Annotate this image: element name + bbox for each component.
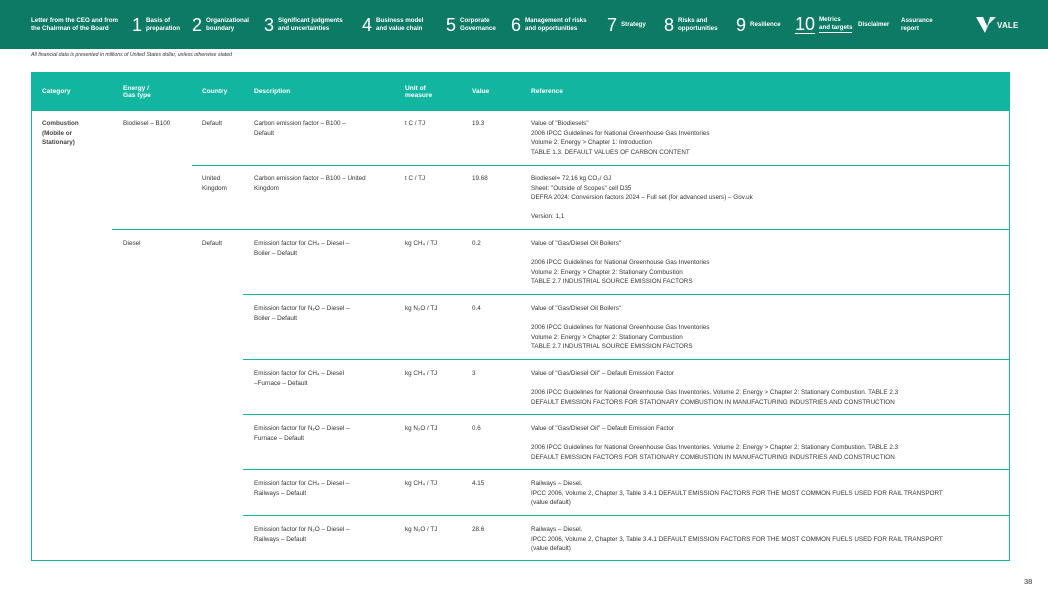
nav-label: Metrics and targets <box>819 16 853 31</box>
nav-label: Letter from the CEO and from the Chairman of the Board <box>31 16 118 32</box>
unit-cell: kg N₂O / TJ <box>405 305 438 312</box>
top-navigation-bar <box>0 0 1048 49</box>
nav-significant-judgments[interactable] <box>264 0 343 49</box>
value-cell: 4.15 <box>472 480 485 487</box>
header-category: Category <box>42 88 71 96</box>
vale-logo[interactable] <box>976 16 1019 34</box>
unit-cell: kg CH₄ / TJ <box>405 370 438 377</box>
description-cell: Emission factor for CH₄ – Diesel –Furnace – Default <box>254 370 345 387</box>
header-energy-gas-type: Energy / Gas type <box>123 84 151 99</box>
nav-number: 6 <box>511 14 522 35</box>
nav-number: 1 <box>132 14 143 35</box>
reference-cell: Value of "Gas/Diesel Oil Boilers" 2006 IPCC Guidelines for National Greenhouse Gas Inventories Volume 2: Energy > Chapter 2: Stationary Combustion TABLE 2.7 INDUSTRIAL SOURCE EMISSION FACTORS <box>531 240 710 286</box>
nav-number: 8 <box>664 14 675 35</box>
nav-label: Disclaimer <box>858 20 890 28</box>
nav-label: Corporate Governance <box>460 16 496 32</box>
row-divider <box>192 165 1009 166</box>
country-cell: Default <box>202 240 222 247</box>
row-divider <box>243 414 1009 415</box>
unit-cell: kg CH₄ / TJ <box>405 240 438 247</box>
value-cell: 0.4 <box>472 305 481 312</box>
nav-number: 10 <box>795 14 816 34</box>
financial-data-note: All financial data is presented in millions of United States dollar, unless otherwise stated <box>31 52 232 58</box>
page-number: 38 <box>1024 577 1033 586</box>
category-cell: Combustion (Mobile or Stationary) <box>42 120 79 147</box>
nav-management-of-risks[interactable] <box>511 0 587 49</box>
nav-risks-and-opportunities[interactable] <box>664 0 718 49</box>
country-cell: Default <box>202 120 222 127</box>
reference-cell: Value of "Gas/Diesel Oil" – Default Emission Factor 2006 IPCC Guidelines for National Greenhouse Gas Inventories. Volume 2: Energy > Chapter 2: Stationary Combustion. TABLE 2.3 DEFAULT EMISSION FACTORS FOR STATIONARY COMBUSTION IN MANUFACTURING INDUSTRIES AND CONSTRUCTION <box>531 370 899 406</box>
reference-cell: Railways – Diesel. IPCC 2006, Volume 2, Chapter 3, Table 3.4.1 DEFAULT EMISSION FACTORS FOR THE MOST COMMON FUELS USED FOR RAIL TRANSPORT (value default) <box>531 526 943 553</box>
row-divider <box>243 515 1009 516</box>
reference-cell: Value of "Gas/Diesel Oil" – Default Emission Factor 2006 IPCC Guidelines for National Greenhouse Gas Inventories. Volume 2: Energy > Chapter 2: Stationary Combustion. TABLE 2.3 DEFAULT EMISSION FACTORS FOR STATIONARY COMBUSTION IN MANUFACTURING INDUSTRIES AND CONSTRUCTION <box>531 425 899 461</box>
unit-cell: t C / TJ <box>405 120 426 127</box>
description-cell: Emission factor for N₂O – Diesel – Railways – Default <box>254 526 350 543</box>
nav-label: Organizational boundary <box>206 16 249 32</box>
nav-letter-ceo[interactable] <box>31 0 118 49</box>
description-cell: Emission factor for CH₄ – Diesel – Boiler – Default <box>254 240 350 257</box>
nav-label: Business model and value chain <box>376 16 424 32</box>
reference-cell: Biodiesel= 72,16 kg CO₂/ GJ Sheet: "Outside of Scopes" cell D35 DEFRA 2024: Conversion factors 2024 – Full set (for advanced users) – Gov.uk Version: 1,1 <box>531 175 753 221</box>
unit-cell: kg N₂O / TJ <box>405 526 438 533</box>
reference-cell: Railways – Diesel. IPCC 2006, Volume 2, Chapter 3, Table 3.4.1 DEFAULT EMISSION FACTORS FOR THE MOST COMMON FUELS USED FOR RAIL TRANSPORT (value default) <box>531 480 943 507</box>
energy-cell: Diesel <box>123 240 141 247</box>
nav-metrics-and-targets[interactable] <box>795 0 852 49</box>
energy-cell: Biodiesel – B100 <box>123 120 171 127</box>
header-description: Description <box>254 88 291 96</box>
vale-logo-icon <box>976 17 996 33</box>
nav-number: 9 <box>736 14 747 35</box>
nav-number: 7 <box>607 14 618 35</box>
nav-label: Significant judgments and uncertainties <box>278 16 343 32</box>
emission-factors-table <box>31 72 1010 561</box>
nav-corporate-governance[interactable] <box>446 0 496 49</box>
value-cell: 3 <box>472 370 476 377</box>
value-cell: 0.2 <box>472 240 481 247</box>
nav-assurance-report[interactable] <box>901 0 933 49</box>
nav-label: Assurance report <box>901 16 933 32</box>
logo-text: VALE <box>997 20 1019 30</box>
nav-label: Basis of preparation <box>146 16 181 32</box>
nav-basis-of-preparation[interactable] <box>132 0 180 49</box>
value-cell: 28.6 <box>472 526 485 533</box>
nav-resilience[interactable] <box>736 0 781 49</box>
table-header <box>32 73 1009 111</box>
nav-number: 5 <box>446 14 457 35</box>
unit-cell: kg CH₄ / TJ <box>405 480 438 487</box>
unit-cell: kg N₂O / TJ <box>405 425 438 432</box>
row-divider <box>243 294 1009 295</box>
nav-number: 3 <box>264 14 275 35</box>
row-divider <box>243 359 1009 360</box>
reference-cell: Value of "Gas/Diesel Oil Boilers" 2006 IPCC Guidelines for National Greenhouse Gas Inventories Volume 2: Energy > Chapter 2: Stationary Combustion TABLE 2.7 INDUSTRIAL SOURCE EMISSION FACTORS <box>531 305 710 351</box>
header-reference: Reference <box>531 88 563 96</box>
nav-business-model[interactable] <box>362 0 423 49</box>
nav-number: 2 <box>192 14 203 35</box>
nav-label: Management of risks and opportunities <box>525 16 587 32</box>
nav-number: 4 <box>362 14 373 35</box>
nav-organizational-boundary[interactable] <box>192 0 249 49</box>
row-divider <box>112 229 1009 230</box>
row-divider <box>243 469 1009 470</box>
header-value: Value <box>472 88 490 96</box>
header-unit-of-measure: Unit of measure <box>405 84 433 99</box>
description-cell: Carbon emission factor – B100 – United Kingdom <box>254 175 366 192</box>
header-country: Country <box>202 88 228 96</box>
nav-disclaimer[interactable] <box>858 0 889 49</box>
reference-cell: Value of "Biodiesels" 2006 IPCC Guidelines for National Greenhouse Gas Inventories Volume 2: Energy > Chapter 1: Introduction TABLE 1.3. DEFAULT VALUES OF CARBON CONTENT <box>531 120 710 156</box>
description-cell: Emission factor for N₂O – Diesel – Furnace – Default <box>254 425 350 442</box>
description-cell: Carbon emission factor – B100 – Default <box>254 120 346 137</box>
value-cell: 19.3 <box>472 120 485 127</box>
nav-label: Risks and opportunities <box>678 16 718 32</box>
value-cell: 0.6 <box>472 425 481 432</box>
nav-strategy[interactable] <box>607 0 646 49</box>
description-cell: Emission factor for CH₄ – Diesel – Railways – Default <box>254 480 350 497</box>
nav-label: Resilience <box>750 20 781 28</box>
unit-cell: t C / TJ <box>405 175 426 182</box>
country-cell: United Kingdom <box>202 175 227 192</box>
nav-label: Strategy <box>621 20 646 28</box>
description-cell: Emission factor for N₂O – Diesel – Boiler – Default <box>254 305 350 322</box>
value-cell: 19.68 <box>472 175 488 182</box>
